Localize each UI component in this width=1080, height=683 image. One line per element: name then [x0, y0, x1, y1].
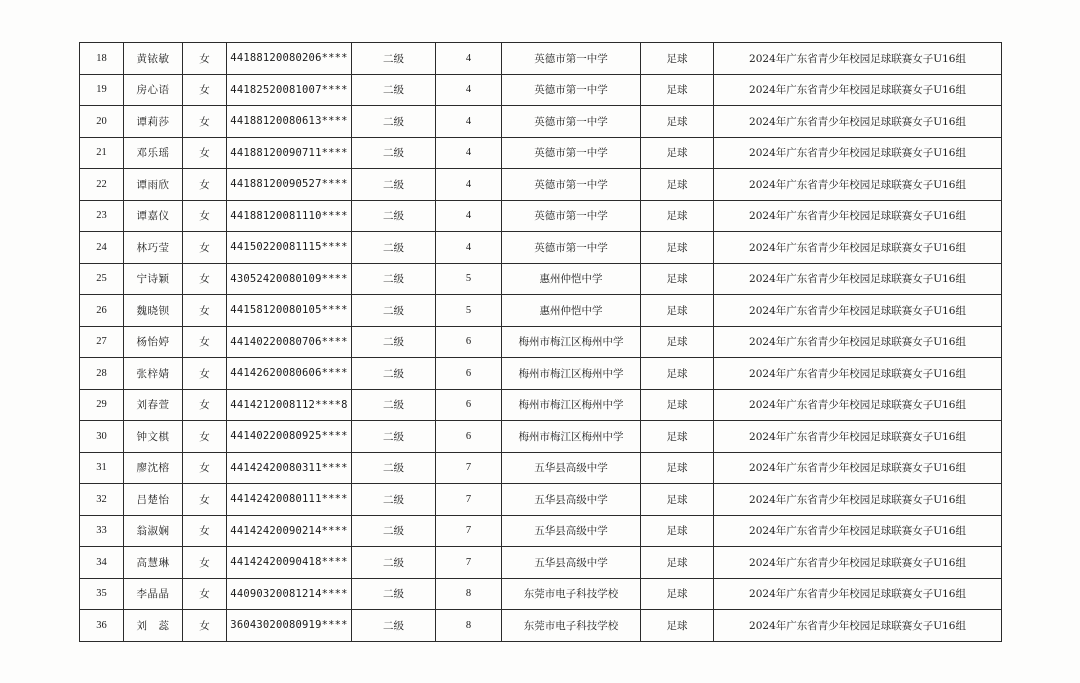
competition-name: 2024年广东省青少年校园足球联赛女子U16组	[714, 43, 1002, 75]
athlete-level: 二级	[352, 169, 436, 201]
school-name: 惠州仲恺中学	[502, 263, 641, 295]
school-name: 五华县高级中学	[502, 547, 641, 579]
table-row	[80, 169, 1002, 201]
school-name: 梅州市梅江区梅州中学	[502, 358, 641, 390]
sport-cell: 足球	[641, 610, 714, 642]
competition-name: 2024年广东省青少年校园足球联赛女子U16组	[714, 232, 1002, 264]
roster-body	[80, 43, 1002, 642]
athlete-name: 高慧琳	[124, 547, 183, 579]
gender-cell: 女	[183, 43, 227, 75]
gender-cell: 女	[183, 232, 227, 264]
id-number: 44188120080613****	[227, 106, 352, 138]
row-number: 29	[80, 389, 124, 421]
id-number: 44182520081007****	[227, 74, 352, 106]
row-number: 21	[80, 137, 124, 169]
sport-cell: 足球	[641, 452, 714, 484]
athlete-name: 廖沈榕	[124, 452, 183, 484]
athlete-level: 二级	[352, 106, 436, 138]
competition-name: 2024年广东省青少年校园足球联赛女子U16组	[714, 200, 1002, 232]
id-number: 4414212008112****8	[227, 389, 352, 421]
table-row	[80, 421, 1002, 453]
row-number: 30	[80, 421, 124, 453]
sport-cell: 足球	[641, 263, 714, 295]
table-row	[80, 74, 1002, 106]
school-name: 惠州仲恺中学	[502, 295, 641, 327]
group-number: 6	[436, 358, 502, 390]
row-number: 26	[80, 295, 124, 327]
athlete-name: 林巧莹	[124, 232, 183, 264]
id-number: 44140220080925****	[227, 421, 352, 453]
group-number: 7	[436, 484, 502, 516]
school-name: 五华县高级中学	[502, 452, 641, 484]
athlete-level: 二级	[352, 484, 436, 516]
competition-name: 2024年广东省青少年校园足球联赛女子U16组	[714, 326, 1002, 358]
id-number: 44188120090527****	[227, 169, 352, 201]
group-number: 6	[436, 389, 502, 421]
table-row	[80, 358, 1002, 390]
row-number: 31	[80, 452, 124, 484]
athlete-name: 刘 蕊	[124, 610, 183, 642]
athlete-name: 谭雨欣	[124, 169, 183, 201]
row-number: 36	[80, 610, 124, 642]
id-number: 44140220080706****	[227, 326, 352, 358]
sport-cell: 足球	[641, 137, 714, 169]
sport-cell: 足球	[641, 484, 714, 516]
gender-cell: 女	[183, 263, 227, 295]
athlete-level: 二级	[352, 515, 436, 547]
school-name: 英德市第一中学	[502, 137, 641, 169]
competition-name: 2024年广东省青少年校园足球联赛女子U16组	[714, 610, 1002, 642]
group-number: 5	[436, 295, 502, 327]
id-number: 44188120090711****	[227, 137, 352, 169]
sport-cell: 足球	[641, 169, 714, 201]
competition-name: 2024年广东省青少年校园足球联赛女子U16组	[714, 263, 1002, 295]
group-number: 4	[436, 232, 502, 264]
athlete-level: 二级	[352, 610, 436, 642]
sport-cell: 足球	[641, 326, 714, 358]
gender-cell: 女	[183, 358, 227, 390]
athlete-name: 刘春萱	[124, 389, 183, 421]
athlete-level: 二级	[352, 326, 436, 358]
group-number: 4	[436, 43, 502, 75]
sport-cell: 足球	[641, 295, 714, 327]
table-row	[80, 452, 1002, 484]
group-number: 6	[436, 421, 502, 453]
row-number: 18	[80, 43, 124, 75]
athlete-roster-table	[79, 42, 1002, 642]
id-number: 36043020080919****	[227, 610, 352, 642]
id-number: 43052420080109****	[227, 263, 352, 295]
sport-cell: 足球	[641, 232, 714, 264]
gender-cell: 女	[183, 326, 227, 358]
group-number: 4	[436, 106, 502, 138]
athlete-level: 二级	[352, 389, 436, 421]
row-number: 25	[80, 263, 124, 295]
row-number: 32	[80, 484, 124, 516]
gender-cell: 女	[183, 106, 227, 138]
school-name: 梅州市梅江区梅州中学	[502, 389, 641, 421]
athlete-level: 二级	[352, 137, 436, 169]
school-name: 英德市第一中学	[502, 74, 641, 106]
sport-cell: 足球	[641, 106, 714, 138]
id-number: 44150220081115****	[227, 232, 352, 264]
sport-cell: 足球	[641, 200, 714, 232]
athlete-name: 谭莉莎	[124, 106, 183, 138]
table-row	[80, 578, 1002, 610]
sport-cell: 足球	[641, 421, 714, 453]
athlete-level: 二级	[352, 547, 436, 579]
competition-name: 2024年广东省青少年校园足球联赛女子U16组	[714, 106, 1002, 138]
gender-cell: 女	[183, 452, 227, 484]
school-name: 东莞市电子科技学校	[502, 578, 641, 610]
row-number: 33	[80, 515, 124, 547]
id-number: 44090320081214****	[227, 578, 352, 610]
sport-cell: 足球	[641, 74, 714, 106]
school-name: 五华县高级中学	[502, 515, 641, 547]
athlete-level: 二级	[352, 263, 436, 295]
athlete-level: 二级	[352, 358, 436, 390]
gender-cell: 女	[183, 578, 227, 610]
school-name: 英德市第一中学	[502, 200, 641, 232]
athlete-level: 二级	[352, 421, 436, 453]
athlete-name: 李晶晶	[124, 578, 183, 610]
table-row	[80, 295, 1002, 327]
athlete-name: 邓乐瑶	[124, 137, 183, 169]
school-name: 英德市第一中学	[502, 43, 641, 75]
gender-cell: 女	[183, 389, 227, 421]
athlete-level: 二级	[352, 232, 436, 264]
gender-cell: 女	[183, 169, 227, 201]
school-name: 英德市第一中学	[502, 106, 641, 138]
athlete-name: 宁诗颖	[124, 263, 183, 295]
id-number: 44142620080606****	[227, 358, 352, 390]
school-name: 东莞市电子科技学校	[502, 610, 641, 642]
table-row	[80, 610, 1002, 642]
athlete-level: 二级	[352, 578, 436, 610]
table-row	[80, 326, 1002, 358]
gender-cell: 女	[183, 515, 227, 547]
row-number: 28	[80, 358, 124, 390]
athlete-name: 黄铱敏	[124, 43, 183, 75]
competition-name: 2024年广东省青少年校园足球联赛女子U16组	[714, 515, 1002, 547]
table-row	[80, 484, 1002, 516]
gender-cell: 女	[183, 74, 227, 106]
athlete-level: 二级	[352, 452, 436, 484]
athlete-name: 杨怡婷	[124, 326, 183, 358]
gender-cell: 女	[183, 547, 227, 579]
athlete-name: 魏晓钡	[124, 295, 183, 327]
competition-name: 2024年广东省青少年校园足球联赛女子U16组	[714, 452, 1002, 484]
row-number: 34	[80, 547, 124, 579]
row-number: 35	[80, 578, 124, 610]
competition-name: 2024年广东省青少年校园足球联赛女子U16组	[714, 578, 1002, 610]
table-row	[80, 137, 1002, 169]
gender-cell: 女	[183, 295, 227, 327]
gender-cell: 女	[183, 484, 227, 516]
athlete-name: 房心语	[124, 74, 183, 106]
competition-name: 2024年广东省青少年校园足球联赛女子U16组	[714, 484, 1002, 516]
row-number: 20	[80, 106, 124, 138]
id-number: 44142420090214****	[227, 515, 352, 547]
table-row	[80, 106, 1002, 138]
competition-name: 2024年广东省青少年校园足球联赛女子U16组	[714, 169, 1002, 201]
table-row	[80, 232, 1002, 264]
competition-name: 2024年广东省青少年校园足球联赛女子U16组	[714, 295, 1002, 327]
athlete-name: 钟文棋	[124, 421, 183, 453]
group-number: 7	[436, 515, 502, 547]
school-name: 五华县高级中学	[502, 484, 641, 516]
group-number: 5	[436, 263, 502, 295]
id-number: 44188120080206****	[227, 43, 352, 75]
athlete-level: 二级	[352, 43, 436, 75]
table-row	[80, 389, 1002, 421]
row-number: 24	[80, 232, 124, 264]
school-name: 梅州市梅江区梅州中学	[502, 326, 641, 358]
athlete-name: 翁淑娴	[124, 515, 183, 547]
competition-name: 2024年广东省青少年校园足球联赛女子U16组	[714, 421, 1002, 453]
group-number: 8	[436, 610, 502, 642]
gender-cell: 女	[183, 610, 227, 642]
group-number: 6	[436, 326, 502, 358]
competition-name: 2024年广东省青少年校园足球联赛女子U16组	[714, 74, 1002, 106]
school-name: 英德市第一中学	[502, 232, 641, 264]
id-number: 44158120080105****	[227, 295, 352, 327]
competition-name: 2024年广东省青少年校园足球联赛女子U16组	[714, 358, 1002, 390]
row-number: 22	[80, 169, 124, 201]
table-row	[80, 515, 1002, 547]
sport-cell: 足球	[641, 358, 714, 390]
id-number: 44188120081110****	[227, 200, 352, 232]
athlete-name: 吕楚怡	[124, 484, 183, 516]
row-number: 23	[80, 200, 124, 232]
row-number: 19	[80, 74, 124, 106]
group-number: 4	[436, 137, 502, 169]
competition-name: 2024年广东省青少年校园足球联赛女子U16组	[714, 137, 1002, 169]
table-row	[80, 263, 1002, 295]
id-number: 44142420080311****	[227, 452, 352, 484]
table-row	[80, 43, 1002, 75]
athlete-name: 谭嘉仪	[124, 200, 183, 232]
group-number: 4	[436, 74, 502, 106]
group-number: 4	[436, 169, 502, 201]
athlete-level: 二级	[352, 200, 436, 232]
group-number: 7	[436, 452, 502, 484]
athlete-name: 张梓婧	[124, 358, 183, 390]
competition-name: 2024年广东省青少年校园足球联赛女子U16组	[714, 389, 1002, 421]
group-number: 7	[436, 547, 502, 579]
sport-cell: 足球	[641, 578, 714, 610]
group-number: 8	[436, 578, 502, 610]
id-number: 44142420080111****	[227, 484, 352, 516]
row-number: 27	[80, 326, 124, 358]
school-name: 英德市第一中学	[502, 169, 641, 201]
table-row	[80, 547, 1002, 579]
athlete-level: 二级	[352, 74, 436, 106]
sport-cell: 足球	[641, 515, 714, 547]
athlete-level: 二级	[352, 295, 436, 327]
group-number: 4	[436, 200, 502, 232]
school-name: 梅州市梅江区梅州中学	[502, 421, 641, 453]
gender-cell: 女	[183, 200, 227, 232]
sport-cell: 足球	[641, 547, 714, 579]
table-row	[80, 200, 1002, 232]
sport-cell: 足球	[641, 43, 714, 75]
gender-cell: 女	[183, 137, 227, 169]
sport-cell: 足球	[641, 389, 714, 421]
gender-cell: 女	[183, 421, 227, 453]
competition-name: 2024年广东省青少年校园足球联赛女子U16组	[714, 547, 1002, 579]
id-number: 44142420090418****	[227, 547, 352, 579]
